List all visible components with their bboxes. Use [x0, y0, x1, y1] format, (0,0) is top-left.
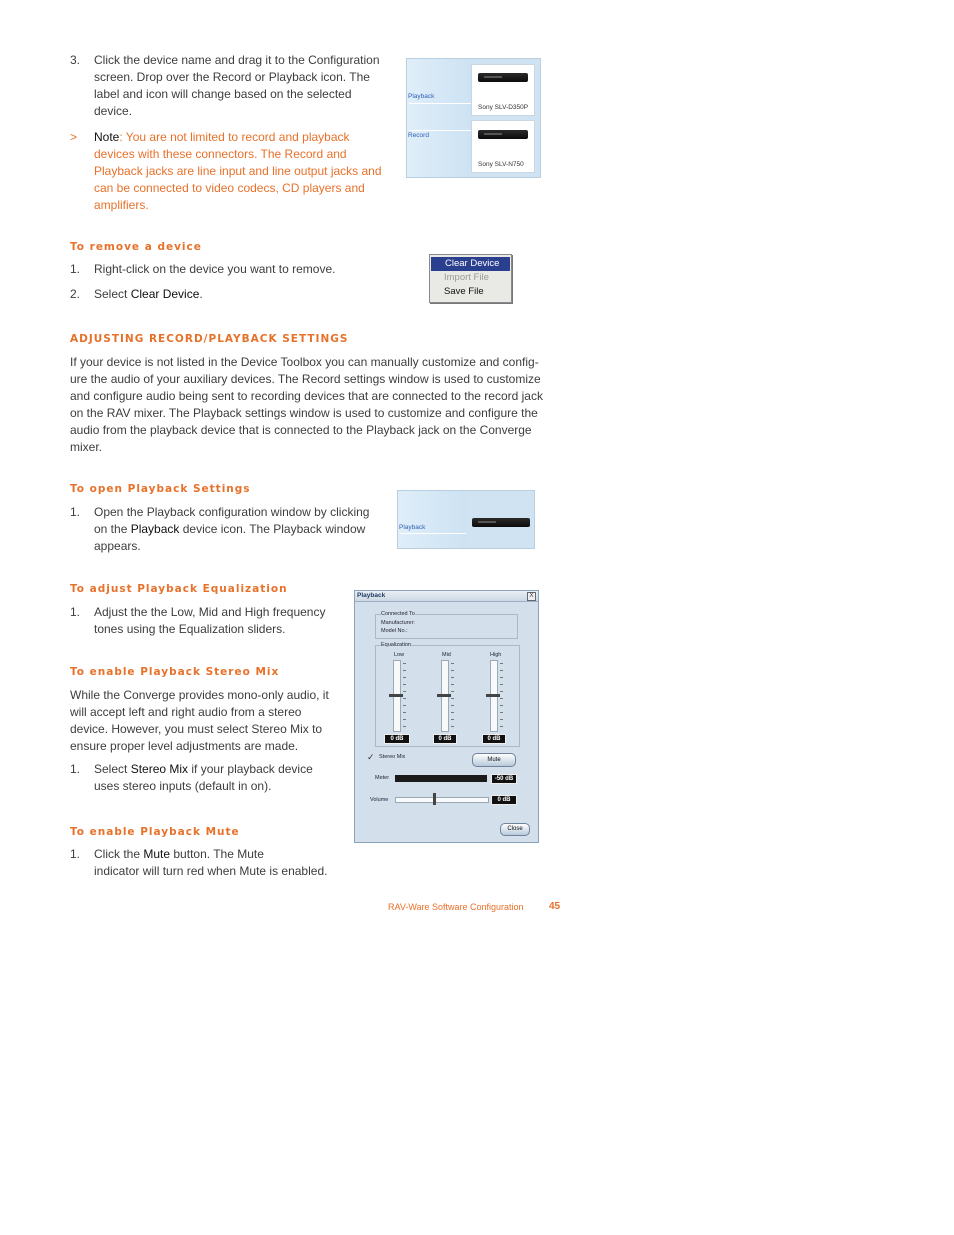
- device-card-2[interactable]: [471, 120, 535, 173]
- step-line: [94, 521, 394, 538]
- dvd-player-icon: [478, 73, 528, 82]
- eq-band-label-high: High: [490, 652, 502, 658]
- slider-tick: [403, 670, 406, 671]
- section-heading: ADJUSTING RECORD/PLAYBACK SETTINGS: [70, 333, 349, 345]
- record-arrow: [409, 130, 471, 131]
- close-button[interactable]: Close: [500, 823, 530, 836]
- step-number: 1.: [70, 762, 81, 776]
- slider-tick: [500, 670, 503, 671]
- eq-slider-low-knob[interactable]: [389, 694, 403, 697]
- step-text: [94, 761, 354, 795]
- eq-value-low: 0 dB: [384, 734, 410, 744]
- note-block: [70, 129, 400, 219]
- playback-arrow: [409, 103, 471, 104]
- slider-tick: [403, 691, 406, 692]
- step-number: 1.: [70, 505, 81, 519]
- level-meter: [395, 775, 487, 782]
- note-line: : You are not limited to record and playback: [119, 130, 350, 144]
- device-name: Sony SLV-D350P: [478, 104, 529, 111]
- dvd-player-icon[interactable]: [472, 518, 530, 527]
- vcr-player-icon: [478, 130, 528, 139]
- device-name: Sony SLV-N750: [478, 161, 524, 168]
- step-line: uses stereo inputs (default in on).: [94, 779, 272, 793]
- text: button. The Mute: [170, 847, 264, 861]
- step-line: [94, 846, 354, 863]
- section-heading: To enable Playback Stereo Mix: [70, 666, 280, 678]
- para-line: While the Converge provides mono-only audio, it: [70, 688, 329, 702]
- step-text: [94, 604, 354, 638]
- checkmark-icon[interactable]: ✓: [367, 752, 375, 762]
- step-line: label and icon will change based on the selected: [94, 87, 352, 101]
- slider-tick: [451, 691, 454, 692]
- equalization-label: Equalization: [381, 642, 411, 648]
- slider-tick: [403, 719, 406, 720]
- eq-band-label-mid: Mid: [442, 652, 451, 658]
- meter-label: Meter: [375, 775, 390, 781]
- stereo-mix-label: Stereo Mix: [379, 754, 406, 760]
- slider-tick: [451, 726, 454, 727]
- context-menu: [429, 254, 512, 303]
- volume-slider[interactable]: [395, 797, 489, 803]
- para-line: and configure audio being sent to recording devices that are connected to the record jack: [70, 389, 543, 403]
- para-line: audio from the playback device that is connected to the Playback jack on the Converge: [70, 423, 532, 437]
- output-group: [367, 751, 529, 813]
- slider-tick: [403, 677, 406, 678]
- volume-value: 0 dB: [491, 795, 517, 805]
- note-line: devices with these connectors. The Record and: [94, 147, 347, 161]
- slider-tick: [451, 698, 454, 699]
- section-heading: To adjust Playback Equalization: [70, 583, 288, 595]
- step-line: appears.: [94, 539, 141, 553]
- adjusting-paragraph: [70, 354, 565, 456]
- connected-to-group: [375, 611, 518, 639]
- page-number: 45: [549, 901, 561, 912]
- eq-slider-mid-knob[interactable]: [437, 694, 451, 697]
- step-2: [70, 286, 400, 303]
- para-line: device. However, you must select Stereo Mix to: [70, 722, 323, 736]
- slider-tick: [403, 705, 406, 706]
- volume-label: Volume: [370, 797, 389, 803]
- step-text: [94, 52, 404, 120]
- step-1: [70, 846, 350, 881]
- playback-arrow: [400, 533, 466, 534]
- meter-value: -50 dB: [491, 774, 517, 784]
- slider-tick: [451, 663, 454, 664]
- eq-slider-high-knob[interactable]: [486, 694, 500, 697]
- text: if your playback device: [188, 762, 313, 776]
- section-heading: To enable Playback Mute: [70, 826, 240, 838]
- slider-tick: [500, 677, 503, 678]
- equalization-group: [375, 642, 520, 747]
- step-line: [94, 761, 354, 778]
- step-line: Adjust the the Low, Mid and High frequency: [94, 605, 326, 619]
- slider-tick: [500, 719, 503, 720]
- device-card-1[interactable]: [471, 64, 535, 116]
- note-marker: >: [70, 130, 78, 144]
- note-line: Playback jacks are line input and line output jacks and: [94, 164, 382, 178]
- text: Select: [94, 762, 131, 776]
- slider-tick: [500, 691, 503, 692]
- connected-to-label: Connected To: [381, 611, 415, 617]
- slider-tick: [403, 698, 406, 699]
- step-line: screen. Drop over the Record or Playback icon. The: [94, 70, 370, 84]
- slider-tick: [500, 684, 503, 685]
- playback-device-screenshot: [397, 490, 535, 549]
- window-title: Playback: [357, 592, 386, 599]
- slider-tick: [500, 705, 503, 706]
- step-line: Open the Playback configuration window by clicking: [94, 505, 370, 519]
- note-line: can be connected to video codecs, CD players and: [94, 181, 365, 195]
- device-config-screenshot: [406, 58, 541, 178]
- slider-tick: [500, 663, 503, 664]
- slider-tick: [403, 726, 406, 727]
- step-number: 1.: [70, 262, 81, 276]
- text: Select: [94, 287, 131, 301]
- step-number: 1.: [70, 605, 81, 619]
- close-icon[interactable]: X: [527, 592, 536, 601]
- step-text: [94, 846, 354, 880]
- text: .: [199, 287, 203, 301]
- step-line: indicator will turn red when Mute is enabled.: [94, 864, 328, 878]
- slider-tick: [451, 712, 454, 713]
- step-text: [94, 286, 203, 303]
- ui-term: Clear Device: [130, 287, 200, 301]
- slider-tick: [451, 719, 454, 720]
- menu-item-clear-device[interactable]: Clear Device: [431, 257, 510, 271]
- volume-slider-knob[interactable]: [433, 793, 436, 805]
- step-line: tones using the Equalization sliders.: [94, 622, 286, 636]
- stereo-mix-paragraph: [70, 687, 350, 755]
- step-text: Right-click on the device you want to remove.: [94, 262, 336, 276]
- step-line: Click the device name and drag it to the Configuration: [94, 53, 380, 67]
- slider-tick: [403, 684, 406, 685]
- slider-tick: [451, 677, 454, 678]
- step-1: [70, 604, 350, 639]
- note-label: Note: [94, 130, 120, 144]
- para-line: will accept left and right audio from a stereo: [70, 705, 302, 719]
- slider-tick: [451, 670, 454, 671]
- mute-button[interactable]: Mute: [472, 753, 516, 767]
- para-line: ure the audio of your auxiliary devices. The Record settings window is used to customize: [70, 372, 541, 386]
- note-line: amplifiers.: [94, 198, 149, 212]
- menu-item-import-file[interactable]: Import File: [444, 272, 489, 283]
- eq-value-mid: 0 dB: [433, 734, 457, 744]
- step-line: device.: [94, 104, 133, 118]
- eq-value-high: 0 dB: [482, 734, 506, 744]
- para-line: ensure proper level adjustments are made.: [70, 739, 299, 753]
- window-titlebar: [355, 591, 538, 602]
- section-heading: To open Playback Settings: [70, 483, 251, 495]
- section-heading: To remove a device: [70, 241, 202, 253]
- para-line: mixer.: [70, 440, 103, 454]
- step-3: [70, 52, 400, 124]
- slider-tick: [500, 726, 503, 727]
- step-1: [70, 761, 350, 796]
- step-text: [94, 504, 394, 555]
- playback-window: [354, 590, 539, 843]
- playback-label: Playback: [408, 93, 435, 100]
- slider-tick: [500, 698, 503, 699]
- slider-tick: [451, 684, 454, 685]
- slider-tick: [451, 705, 454, 706]
- step-1: [70, 504, 390, 556]
- eq-band-label-low: Low: [394, 652, 405, 658]
- step-number: 2.: [70, 287, 81, 301]
- ui-term: Playback: [130, 522, 180, 536]
- slider-tick: [403, 712, 406, 713]
- model-no-label: Model No.:: [381, 628, 408, 634]
- text: device icon. The Playback window: [179, 522, 366, 536]
- menu-item-save-file[interactable]: Save File: [444, 286, 484, 297]
- para-line: If your device is not listed in the Device Toolbox you can manually customize and config-: [70, 355, 539, 369]
- record-label: Record: [408, 132, 429, 139]
- note-text: [94, 129, 404, 214]
- ui-term: Stereo Mix: [130, 762, 189, 776]
- text: on the: [94, 522, 131, 536]
- step-number: 3.: [70, 53, 81, 67]
- footer-text: RAV-Ware Software Configuration: [388, 902, 524, 912]
- step-number: 1.: [70, 847, 81, 861]
- para-line: on the RAV mixer. The Playback settings window is used to customize and configure the: [70, 406, 538, 420]
- ui-term: Mute: [143, 847, 171, 861]
- manufacturer-label: Manufacturer:: [381, 620, 415, 626]
- slider-tick: [403, 663, 406, 664]
- playback-label: Playback: [399, 524, 426, 531]
- text: Click the: [94, 847, 144, 861]
- slider-tick: [500, 712, 503, 713]
- step-1: [70, 261, 400, 278]
